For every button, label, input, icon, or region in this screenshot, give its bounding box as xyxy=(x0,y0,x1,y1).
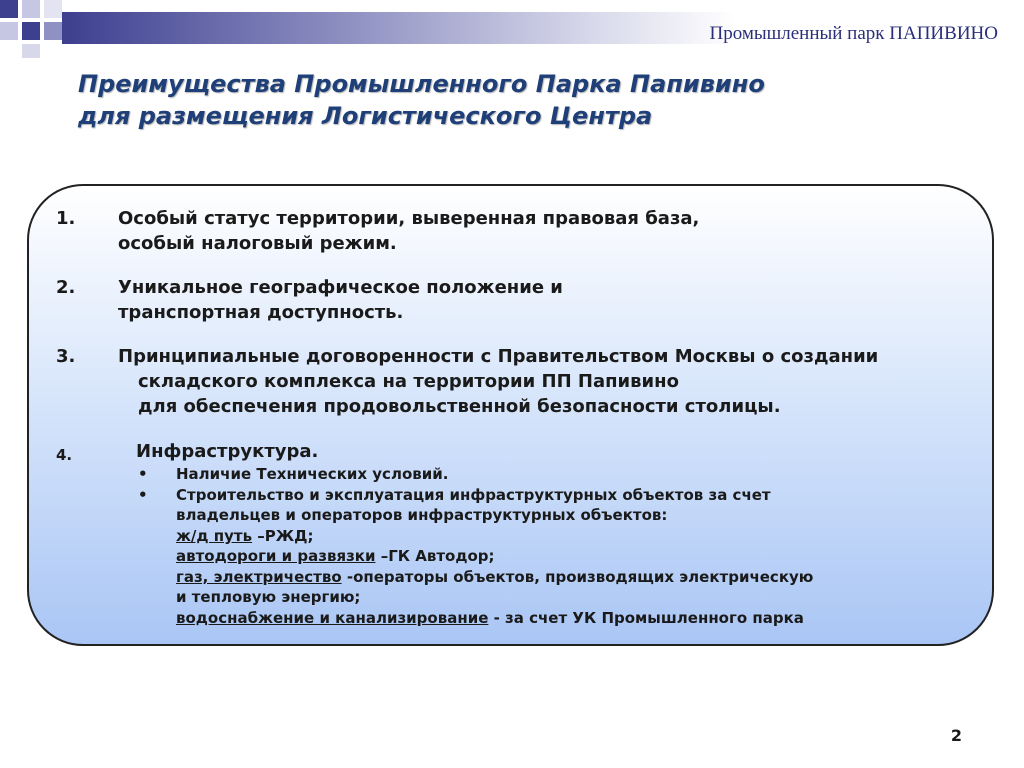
square-decoration xyxy=(22,0,40,18)
bullet-marker: • xyxy=(138,486,148,504)
infra-water xyxy=(176,608,804,629)
item-text: транспортная доступность. xyxy=(118,302,404,323)
bullet-marker: • xyxy=(138,465,148,483)
slide-title xyxy=(78,68,765,132)
bullet-text: и тепловую энергию; xyxy=(176,588,361,606)
bullet-text: Строительство и эксплуатация инфраструктурных объектов за счет xyxy=(176,486,771,504)
item-text: Особый статус территории, выверенная правовая база, xyxy=(118,208,700,229)
gas-operator: -операторы объектов, производящих электрическую xyxy=(341,568,814,586)
infra-gas xyxy=(176,567,813,588)
roads-operator: –ГК Автодор; xyxy=(375,547,495,565)
item-text: Принципиальные договоренности с Правительством Москвы о создании xyxy=(118,346,879,367)
item-text: особый налоговый режим. xyxy=(118,233,397,254)
square-decoration xyxy=(22,44,40,58)
square-decoration xyxy=(0,0,18,18)
infra-roads xyxy=(176,546,495,567)
header-title: Промышленный парк ПАПИВИНО xyxy=(709,23,998,44)
bullet-text: владельцев и операторов инфраструктурных объектов: xyxy=(176,506,668,524)
item-number: 3. xyxy=(56,346,76,367)
slide-title-line: Преимущества Промышленного Парка Папивино xyxy=(78,70,765,98)
square-decoration xyxy=(0,22,18,40)
slide-title-line: для размещения Логистического Центра xyxy=(78,102,653,130)
infra-rail xyxy=(176,526,314,547)
item-number: 1. xyxy=(56,208,76,229)
square-decoration xyxy=(22,22,40,40)
square-decoration xyxy=(44,22,62,40)
water-link[interactable]: водоснабжение и канализирование xyxy=(176,609,489,627)
item-number: 4. xyxy=(56,446,73,464)
item-number: 2. xyxy=(56,277,76,298)
gas-link[interactable]: газ, электричество xyxy=(176,568,342,586)
page-number: 2 xyxy=(950,726,962,745)
item-text: Инфраструктура. xyxy=(136,441,319,462)
water-operator: - за счет УК Промышленного парка xyxy=(488,609,804,627)
rail-link[interactable]: ж/д путь xyxy=(176,527,253,545)
rail-operator: –РЖД; xyxy=(252,527,314,545)
roads-link[interactable]: автодороги и развязки xyxy=(176,547,376,565)
item-text: для обеспечения продовольственной безопасности столицы. xyxy=(138,396,781,417)
item-text: складского комплекса на территории ПП Папивино xyxy=(138,371,679,392)
bullet-text: Наличие Технических условий. xyxy=(176,465,449,483)
item-text: Уникальное географическое положение и xyxy=(118,277,563,298)
square-decoration xyxy=(44,0,62,18)
